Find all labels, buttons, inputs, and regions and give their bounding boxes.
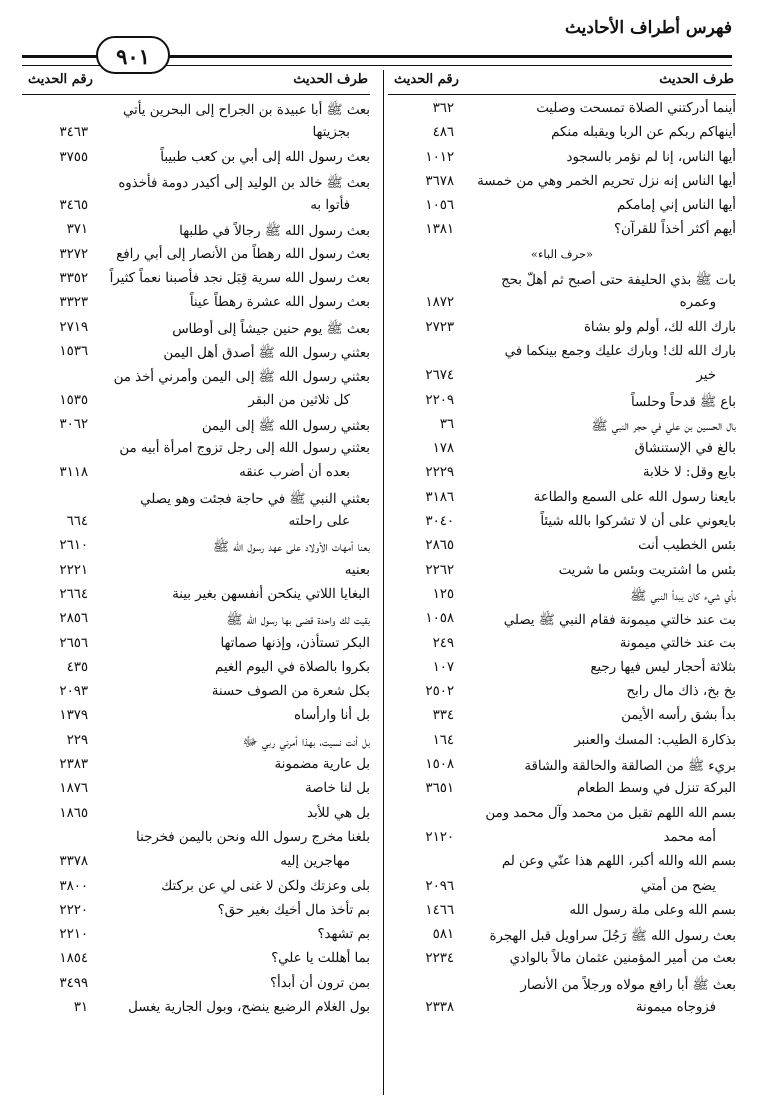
entry-number: ١٧٨ [432, 441, 454, 457]
section-heading [388, 245, 736, 269]
entry-text: كل ثلاثين من البقر [248, 392, 350, 408]
index-entry [388, 220, 736, 244]
entry-number: ٣٧٥٥ [59, 149, 88, 165]
entry-text: بعده أن أضرب عنقه [239, 465, 350, 481]
index-entry [22, 585, 370, 609]
entry-text: بال الحسين بن علي في حجر النبي ﷺ [591, 418, 736, 434]
index-entry [22, 269, 370, 293]
index-entry [388, 852, 736, 876]
entry-text: بارك الله لك! وبارك عليك وجمع بينكما في [504, 343, 736, 359]
entry-text: بل عارية مضمونة [274, 757, 370, 773]
index-entry [22, 949, 370, 973]
index-entry [388, 901, 736, 925]
entry-number: ٢٨٦٥ [425, 538, 454, 554]
index-entry [388, 148, 736, 172]
index-entry [22, 366, 370, 390]
right-column [388, 70, 736, 1022]
entry-number: ٢٢٢١ [59, 562, 88, 578]
entry-number: ٢٢١٠ [59, 927, 88, 943]
entry-number: ٣٤٦٥ [59, 198, 88, 214]
index-entry [22, 148, 370, 172]
index-entry [22, 901, 370, 925]
entry-text: مهاجرين إليه [280, 854, 350, 870]
entry-number: ٣٦٢ [432, 101, 454, 116]
entry-text: أينهاكم ربكم عن الربا ويقبله منكم [551, 125, 736, 141]
index-entry [22, 731, 370, 755]
entry-number: ٣٤٩٩ [59, 975, 88, 991]
entry-text: بكل شعرة من الصوف حسنة [211, 684, 370, 700]
entry-text: وعمره [679, 295, 716, 311]
entry-number: ٢١٢٠ [425, 829, 454, 845]
entry-text: بالغ في الإستنشاق [634, 441, 736, 457]
entry-number: ٢٢٩ [66, 732, 88, 748]
hadith-text-header: طرف الحديث [293, 72, 368, 87]
entry-text: بايعوني على أن لا تشركوا بالله شيئاً [540, 514, 736, 530]
entry-number: ٢٢٢٩ [425, 465, 454, 481]
index-entry [22, 828, 370, 852]
left-column [22, 70, 370, 1022]
entry-text: بمن ترون أن أبدأ؟ [270, 975, 370, 991]
index-entry [388, 755, 736, 779]
index-entry [22, 925, 370, 949]
entry-text: بلى وعزتك ولكن لا غنى لي عن بركتك [161, 878, 370, 894]
index-entry [388, 585, 736, 609]
index-entry [388, 828, 736, 852]
index-entry [22, 877, 370, 901]
entry-number: ٣٣٢٣ [59, 295, 88, 311]
entry-text: بلغنا مخرج رسول الله ونحن باليمن فخرجنا [136, 829, 370, 845]
entry-text: بعث رسول الله عشرة رهطاً عيناً [189, 295, 370, 311]
entry-number: ٢٠٩٣ [59, 684, 88, 700]
entry-number: ٢٧١٩ [59, 319, 88, 335]
index-entry [388, 804, 736, 828]
index-entry [388, 391, 736, 415]
entry-number: ٣٣٤ [432, 708, 454, 724]
entry-text: بعث ﷺ خالد بن الوليد إلى أكيدر دومة فأخذوه [118, 175, 370, 191]
index-entry [22, 804, 370, 828]
entry-text: على راحلته [288, 514, 350, 530]
entry-number: ١٠١٢ [425, 149, 454, 165]
entry-text: بل أنت نسيت، بهذا أمرني ربي ﷻ [242, 734, 370, 750]
index-entry [388, 779, 736, 803]
entry-number: ٤٨٦ [432, 125, 454, 141]
index-entry [22, 123, 370, 147]
index-entry [22, 779, 370, 803]
entry-number: ١٥٠٨ [425, 757, 454, 773]
entry-number: ٢٦٧٤ [425, 368, 454, 384]
entry-text: خير [696, 368, 716, 384]
entry-text: بعنيه [344, 562, 370, 578]
entry-number: ٢٦١٠ [59, 538, 88, 554]
entry-text: بسم الله والله أكبر، اللهم هذا عنّي وعن لم [501, 854, 736, 870]
index-entry [22, 439, 370, 463]
column-header [22, 70, 370, 95]
index-entry [388, 949, 736, 973]
entry-text: البكر تستأذن، وإذنها صماتها [220, 635, 370, 651]
entry-number: ٣٣٧٨ [59, 854, 88, 870]
index-entry [22, 609, 370, 633]
entry-number: ٢٢٠٩ [425, 392, 454, 408]
entry-text: بل لنا خاصة [304, 781, 370, 797]
index-entry [388, 609, 736, 633]
index-entry [388, 318, 736, 342]
entry-number: ٦٦٤ [66, 514, 88, 530]
entry-text: بعث رسول الله سرية قِبَل نجد فأصبنا نعماً كثيراً [109, 271, 370, 287]
entry-text: بم تأخذ مال أخيك بغير حق؟ [217, 902, 370, 918]
entry-number: ٣٠٤٠ [425, 514, 454, 530]
entry-number: ٢٠٩٦ [425, 878, 454, 894]
entry-text: بل هي للأبد [307, 805, 370, 821]
entry-number: ١٣٧٩ [59, 708, 88, 724]
index-entry [22, 488, 370, 512]
entry-number: ١٨٧٦ [59, 781, 88, 797]
entry-number: ١٠٥٨ [425, 611, 454, 627]
index-entry [22, 706, 370, 730]
entry-number: ١٦٤ [432, 732, 454, 748]
entry-text: أينما أدركتني الصلاة تمسحت وصليت [536, 101, 736, 116]
entry-number: ١٢٥ [432, 586, 454, 602]
index-entry [22, 99, 370, 123]
hadith-number-header: رقم الحديث [394, 72, 459, 87]
entry-text: يضح من أمتي [640, 878, 716, 894]
entry-text: أمه محمد [663, 829, 716, 845]
entry-text: بت عند خالتي ميمونة [619, 635, 736, 651]
entry-text: بل أنا وارأساه [293, 708, 370, 724]
index-entry [22, 415, 370, 439]
entry-number: ٣٦ [439, 416, 454, 432]
entry-text: بعثني رسول الله ﷺ إلى اليمن وأمرني أخذ من [113, 370, 370, 386]
entry-text: بكروا بالصلاة في اليوم الغيم [215, 659, 370, 675]
entry-text: البركة تنزل في وسط الطعام [576, 781, 736, 797]
entry-number: ٢٧٢٣ [425, 319, 454, 335]
index-entry [388, 925, 736, 949]
index-entry [388, 415, 736, 439]
entry-number: ١٤٦٦ [425, 902, 454, 918]
entry-number: ٢٨٥٦ [59, 611, 88, 627]
index-entry [388, 877, 736, 901]
index-entry [388, 463, 736, 487]
index-entry [22, 974, 370, 998]
entry-text: بات ﷺ بذي الحليفة حتى أصبح ثم أهلّ بحج [501, 273, 736, 289]
entry-text: بئس الخطيب أنت [638, 538, 736, 554]
index-entry [388, 488, 736, 512]
entry-text: أيها الناس إني إمامكم [617, 198, 736, 214]
entry-text: بعثني رسول الله ﷺ أصدق أهل اليمن [163, 345, 370, 361]
entry-number: ٣٢٧٢ [59, 246, 88, 262]
entry-number: ٢٤٩ [432, 635, 454, 651]
entry-number: ١٣٨١ [425, 222, 454, 238]
index-entry [388, 974, 736, 998]
entry-number: ٣٠٦٢ [59, 416, 88, 432]
index-entry [22, 852, 370, 876]
entry-text: بعثني رسول الله إلى رجل تزوج امرأة أبيه من [119, 441, 370, 457]
entry-number: ٣٦٥١ [425, 781, 454, 797]
index-entry [22, 172, 370, 196]
index-entry [388, 172, 736, 196]
index-entry [22, 755, 370, 779]
entry-text: بايع وقل: لا خلابة [642, 465, 736, 481]
index-entry [388, 439, 736, 463]
index-entry [22, 196, 370, 220]
entry-number: ٢٣٨٣ [59, 757, 88, 773]
entry-number: ٥٨١ [432, 927, 454, 943]
entry-text: بسم الله اللهم تقبل من محمد وآل محمد ومن [485, 805, 736, 821]
entry-text: بعث ﷺ أبا عبيدة بن الجراح إلى البحرين يأتي [122, 103, 370, 118]
entry-number: ٣١١٨ [59, 465, 88, 481]
entry-text: بذكارة الطيب: المسك والعنبر [574, 732, 736, 748]
entry-text: بسم الله وعلى ملة رسول الله [569, 902, 736, 918]
index-entry [22, 512, 370, 536]
entry-text: بعث من أمير المؤمنين عثمان مالاً بالوادي [509, 951, 736, 967]
entry-text: فزوجاه ميمونة [635, 999, 716, 1015]
index-entry [22, 682, 370, 706]
entry-number: ٣٦٧٨ [425, 173, 454, 189]
entry-text: بئس ما اشتريت وبئس ما شريت [558, 562, 736, 578]
entry-text: بقيت لك واحدة قضى بها رسول الله ﷺ [226, 613, 370, 629]
entry-text: بعثني رسول الله ﷺ إلى اليمن [201, 418, 370, 434]
entry-number: ٣٨٠٠ [59, 878, 88, 894]
entry-text: باع ﷺ قدحاً وحلساً [631, 394, 736, 410]
index-entry [388, 682, 736, 706]
index-entry [388, 293, 736, 317]
index-entry [388, 512, 736, 536]
entry-number: ٣٣٥٢ [59, 271, 88, 287]
index-entry [388, 998, 736, 1022]
entry-text: أيهم أكثر أخذاً للقرآن؟ [613, 222, 736, 238]
column-divider [383, 70, 384, 1095]
index-entry [22, 342, 370, 366]
entry-text: بعث رسول الله ﷺ رجالاً في طلبها [179, 224, 370, 240]
index-entry [22, 318, 370, 342]
entry-number: ٢٦٦٤ [59, 586, 88, 602]
entry-text: بعث ﷺ يوم حنين جيشاً إلى أوطاس [172, 321, 370, 337]
index-entry [388, 536, 736, 560]
index-entry [388, 561, 736, 585]
entry-text: بدأ بشق رأسه الأيمن [621, 708, 736, 724]
entry-number: ٣٧١ [66, 222, 88, 238]
entry-number: ٢٢٦٢ [425, 562, 454, 578]
page-number-badge: ٩٠١ [96, 36, 170, 74]
index-entry [22, 536, 370, 560]
entry-text: بم تشهد؟ [317, 927, 370, 943]
entry-text: «حرف الباء» [530, 246, 594, 261]
entry-number: ١٥٣٦ [59, 343, 88, 359]
entry-text: بايعنا رسول الله على السمع والطاعة [533, 489, 736, 505]
index-entry [22, 658, 370, 682]
entry-text: بت عند خالتي ميمونة فقام النبي ﷺ يصلي [503, 613, 736, 629]
index-entry [388, 706, 736, 730]
entry-text: بخ بخ، ذاك مال رابح [626, 684, 736, 700]
index-entry [22, 220, 370, 244]
entry-text: فأتوا به [310, 198, 350, 214]
entry-text: بأي شيء كان يبدأ النبي ﷺ [630, 588, 736, 604]
entry-number: ٣٤٦٣ [59, 125, 88, 141]
entry-number: ١٠٧ [432, 659, 454, 675]
index-entry [388, 196, 736, 220]
column-header [388, 70, 736, 95]
entry-text: أيها الناس إنه نزل تحريم الخمر وهي من خمسة [477, 173, 736, 189]
entry-text: بعث رسول الله إلى أبي بن كعب طبيباً [160, 149, 370, 165]
entry-text: بارك الله لك، أولم ولو بشاة [583, 319, 736, 335]
page-title: فهرس أطراف الأحاديث [564, 18, 732, 38]
entry-number: ٢٢٢٠ [59, 902, 88, 918]
entry-number: ١٨٥٤ [59, 951, 88, 967]
entry-number: ١٥٣٥ [59, 392, 88, 408]
entry-text: بعث رسول الله ﷺ رَجُلَ سراويل قبل الهجرة [489, 929, 736, 945]
entry-text: بعث ﷺ أبا رافع مولاه ورجلاً من الأنصار [520, 977, 736, 993]
index-entry [22, 561, 370, 585]
index-entry [388, 123, 736, 147]
index-entry [22, 293, 370, 317]
entry-number: ٢٣٣٨ [425, 999, 454, 1015]
entry-number: ١٠٥٦ [425, 198, 454, 214]
entry-text: بثلاثة أحجار ليس فيها رجيع [590, 659, 736, 675]
page-header [22, 14, 732, 69]
index-entry [388, 634, 736, 658]
hadith-number-header: رقم الحديث [28, 72, 93, 87]
entry-text: بعث رسول الله رهطاً من الأنصار إلى أبي رافع [116, 246, 370, 262]
entry-number: ١٨٦٥ [59, 805, 88, 821]
entry-number: ٣١٨٦ [425, 489, 454, 505]
index-entry [388, 99, 736, 123]
entry-number: ٢٥٠٢ [425, 684, 454, 700]
entry-text: بعنا أمهات الأولاد على عهد رسول الله ﷺ [212, 540, 370, 556]
entry-number: ٤٣٥ [66, 659, 88, 675]
index-entry [388, 269, 736, 293]
entry-text: بجزيتها [312, 125, 350, 141]
entry-text: بما أهللت يا علي؟ [271, 951, 370, 967]
index-entry [388, 658, 736, 682]
index-entry [388, 731, 736, 755]
entry-text: بريء ﷺ من الصالقة والحالقة والشاقة [524, 759, 736, 775]
index-entry [22, 245, 370, 269]
index-entry [22, 998, 370, 1022]
index-entry [22, 634, 370, 658]
index-entry [388, 366, 736, 390]
entry-text: بعثني النبي ﷺ في حاجة فجئت وهو يصلي [140, 491, 370, 507]
entry-number: ٢٢٣٤ [425, 951, 454, 967]
entry-number: ٣١ [73, 999, 88, 1015]
hadith-text-header: طرف الحديث [659, 72, 734, 87]
index-entry [22, 463, 370, 487]
index-entry [22, 391, 370, 415]
entry-text: بول الغلام الرضيع ينضح، وبول الجارية يغسل [128, 999, 370, 1015]
entry-text: أيها الناس، إنا لم نؤمر بالسجود [566, 149, 736, 165]
entry-number: ٢٦٥٦ [59, 635, 88, 651]
entry-text: البغايا اللاتي ينكحن أنفسهن بغير بينة [172, 586, 370, 602]
entry-number: ١٨٧٢ [425, 295, 454, 311]
index-entry [388, 342, 736, 366]
